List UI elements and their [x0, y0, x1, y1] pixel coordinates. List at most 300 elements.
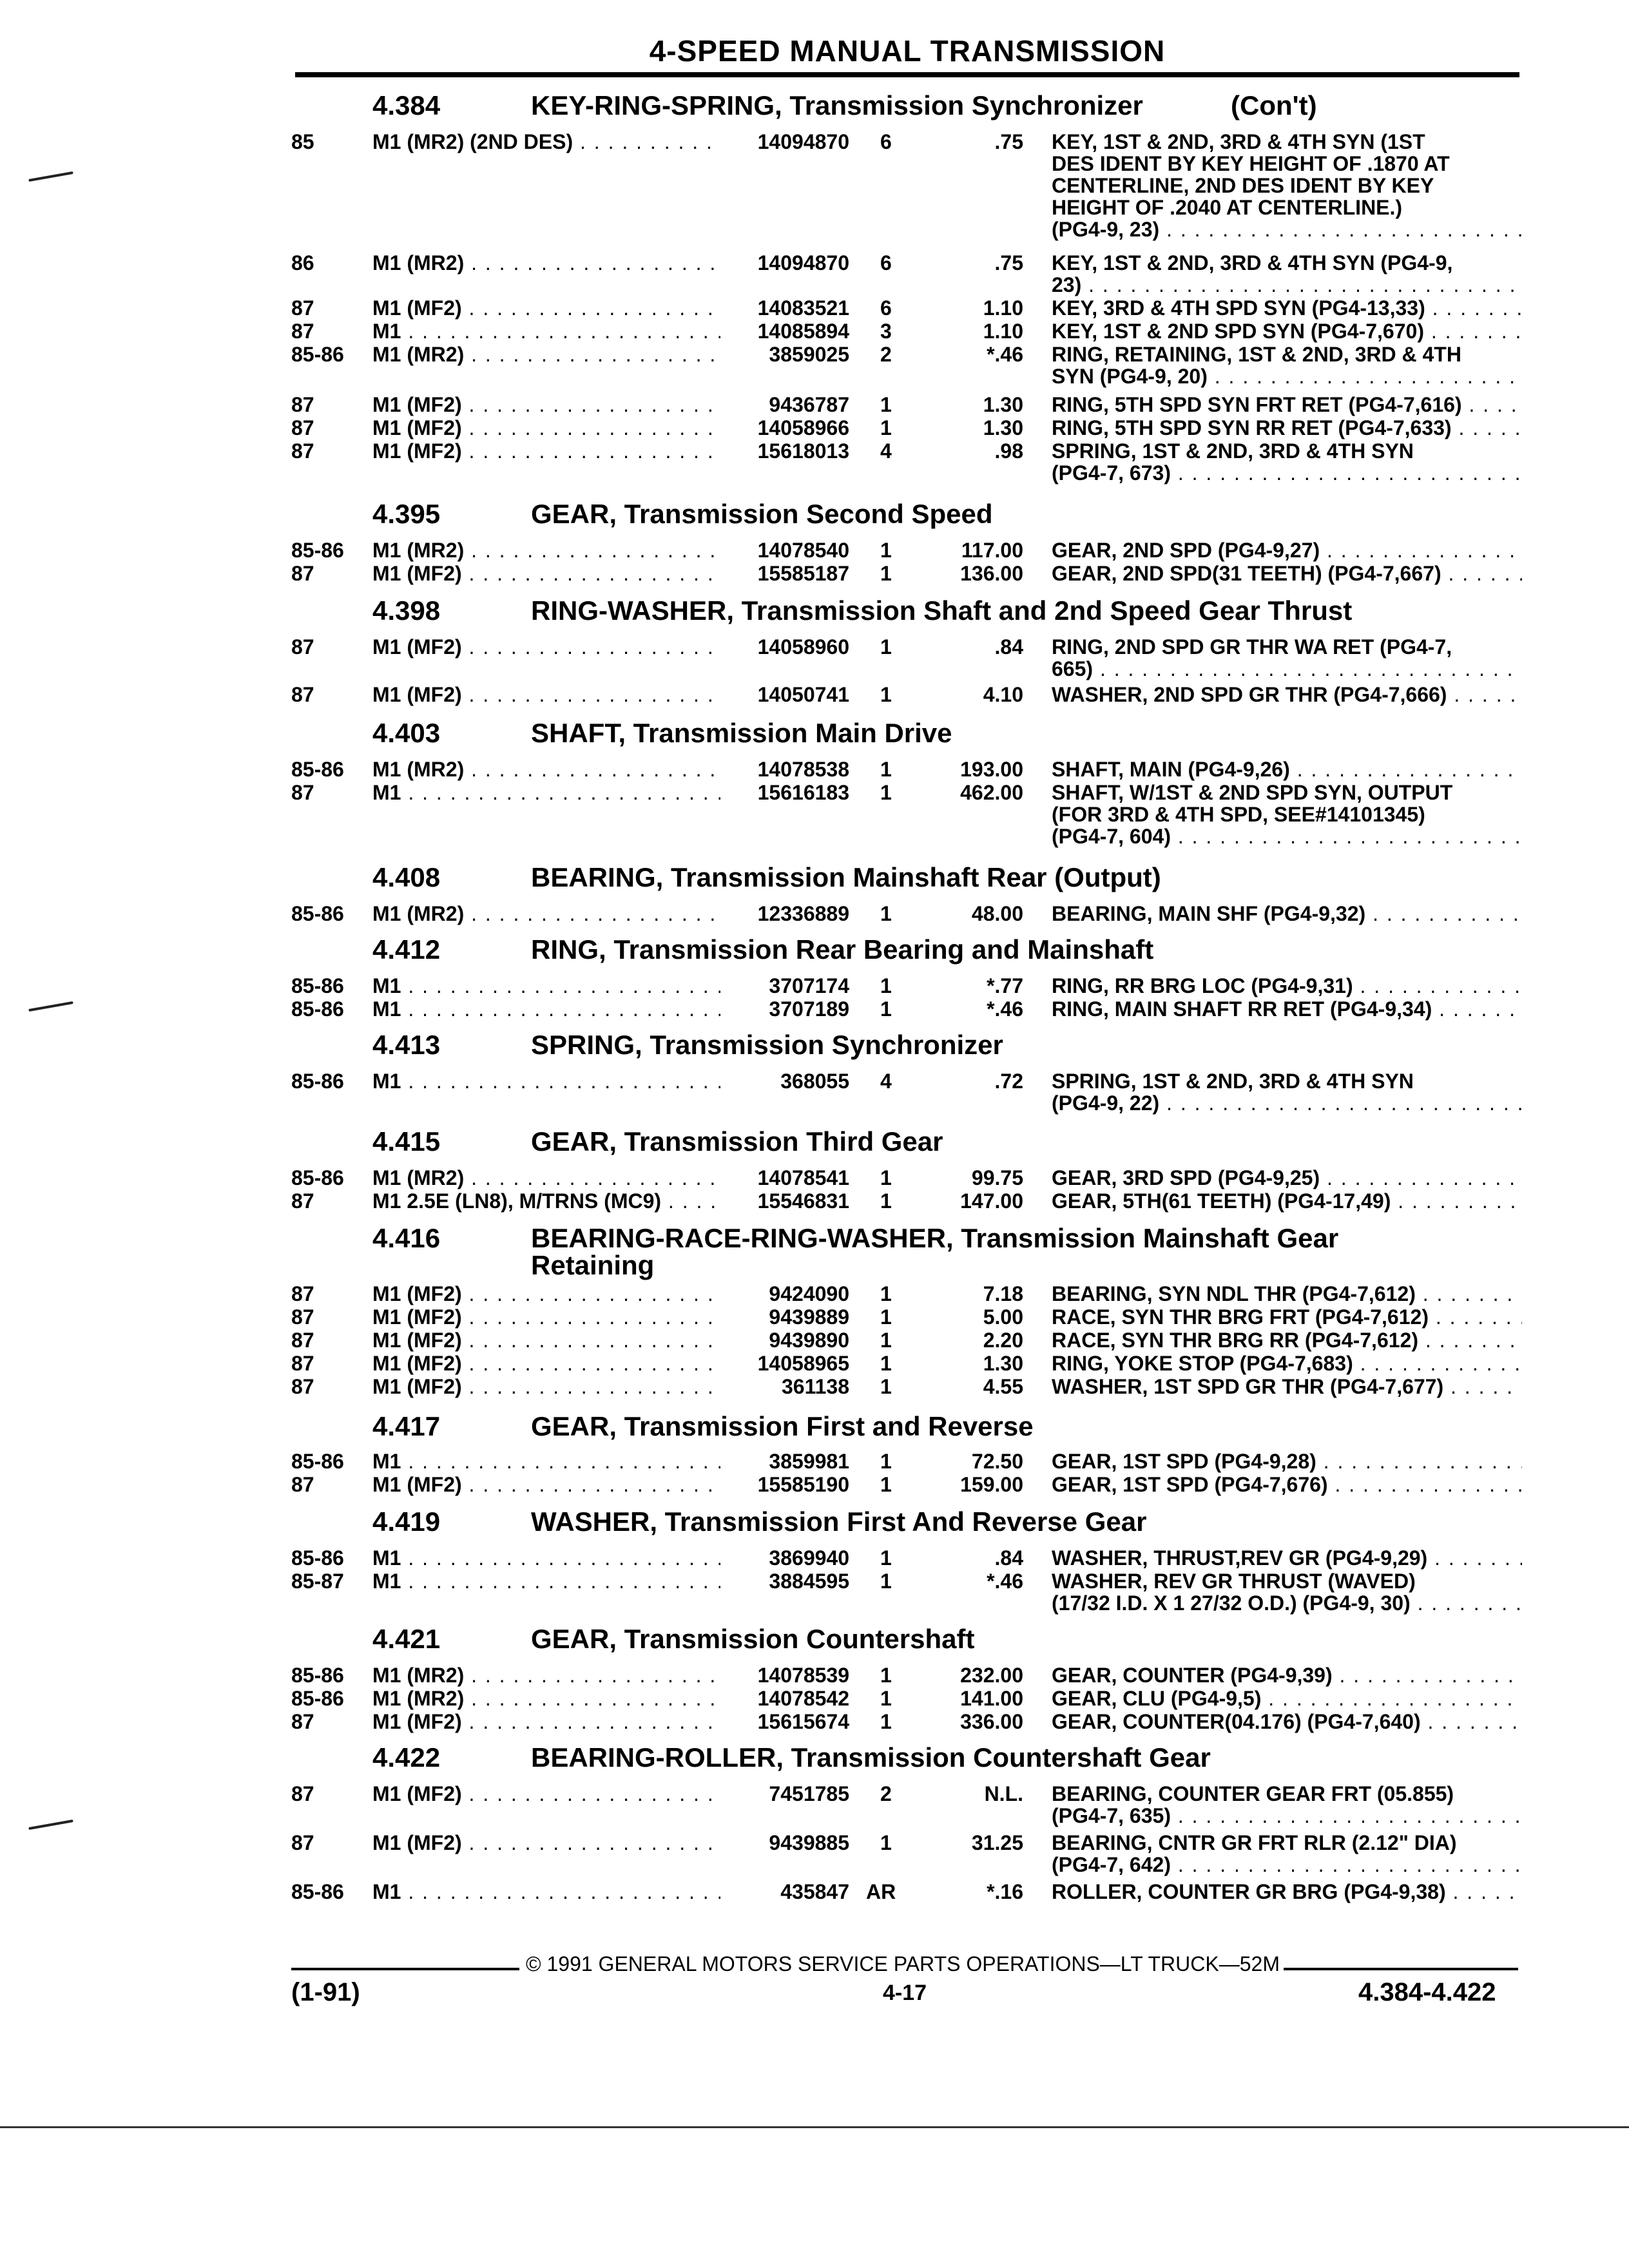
- quantity: AR: [866, 1880, 896, 1903]
- part-number: 7451785: [765, 1782, 849, 1806]
- part-row: [0, 343, 1629, 387]
- model-year: 87: [291, 320, 314, 343]
- model-code: M1 (MF2) . . .: [372, 1329, 720, 1352]
- model-year: 87: [291, 683, 314, 706]
- part-number: 15618013: [754, 439, 849, 463]
- model-year: 85-86: [291, 1664, 344, 1687]
- part-description: SHAFT, W/1ST & 2ND SPD SYN, OUTPUT: [1052, 781, 1453, 804]
- section-title: BEARING-ROLLER, Transmission Countershaft Gear: [531, 1742, 1211, 1773]
- part-description: RACE, SYN THR BRG FRT (PG4-7,612) . . .: [1052, 1305, 1522, 1329]
- part-description: SPRING, 1ST & 2ND, 3RD & 4TH SYN: [1052, 1070, 1414, 1093]
- quantity: 1: [880, 635, 892, 658]
- model-code: M1 (MR2) . . .: [372, 539, 720, 562]
- quantity: 1: [880, 1282, 892, 1305]
- part-row: [0, 1352, 1629, 1374]
- part-row: [0, 758, 1629, 780]
- part-row: [0, 683, 1629, 705]
- price: 31.25: [971, 1831, 1023, 1854]
- price: 1.10: [983, 320, 1023, 343]
- price: 136.00: [960, 562, 1023, 585]
- model-year: 85-86: [291, 997, 344, 1021]
- model-code: M1 (MF2) . . .: [372, 1473, 720, 1497]
- model-code: M1 . . .: [372, 781, 720, 805]
- copyright-notice: © 1991 GENERAL MOTORS SERVICE PARTS OPERATIONS—LT TRUCK—52M: [526, 1952, 1280, 1975]
- part-description: RING, RR BRG LOC (PG4-9,31) . . .: [1052, 974, 1522, 998]
- part-row: [0, 635, 1629, 679]
- model-year: 85-86: [291, 1450, 344, 1473]
- part-number: 15616183: [754, 781, 849, 805]
- part-number: 14094870: [754, 130, 849, 154]
- model-code: M1 (MF2) . . .: [372, 296, 720, 320]
- model-year: 87: [291, 1189, 314, 1213]
- model-code: M1 (MR2) . . .: [372, 902, 720, 926]
- model-code: M1 (MF2) . . .: [372, 1375, 720, 1399]
- model-code: M1 (MF2) . . .: [372, 416, 720, 440]
- part-description: WASHER, THRUST,REV GR (PG4-9,29) . . .: [1052, 1546, 1522, 1570]
- part-number: 15585187: [754, 562, 849, 586]
- part-number: 14058960: [754, 635, 849, 659]
- part-row: [0, 296, 1629, 318]
- model-year: 87: [291, 1375, 314, 1398]
- part-number: 14078542: [754, 1687, 849, 1711]
- model-year: 87: [291, 1831, 314, 1854]
- part-row: [0, 1880, 1629, 1902]
- quantity: 6: [880, 296, 892, 320]
- part-number: 14085894: [754, 320, 849, 343]
- part-description: 665) . . .: [1052, 657, 1522, 681]
- part-number: 14078539: [754, 1664, 849, 1687]
- part-description: RING, 5TH SPD SYN RR RET (PG4-7,633) . . .: [1052, 416, 1522, 440]
- quantity: 4: [880, 1070, 892, 1093]
- section-heading: [0, 862, 1629, 901]
- quantity: 1: [880, 1473, 892, 1496]
- part-description: RACE, SYN THR BRG RR (PG4-7,612) . . .: [1052, 1329, 1522, 1352]
- part-row: [0, 1546, 1629, 1568]
- part-number: 368055: [776, 1070, 849, 1093]
- model-year: 85-86: [291, 539, 344, 562]
- part-row: [0, 251, 1629, 295]
- part-description: (FOR 3RD & 4TH SPD, SEE#14101345): [1052, 803, 1425, 826]
- model-code: M1 (MF2) . . .: [372, 1305, 720, 1329]
- quantity: 1: [880, 1664, 892, 1687]
- price: 1.10: [983, 296, 1023, 320]
- section-heading: [0, 595, 1629, 634]
- part-description: (PG4-7, 642) . . .: [1052, 1853, 1522, 1877]
- model-year: 87: [291, 1782, 314, 1805]
- part-description: (PG4-9, 22) . . .: [1052, 1091, 1522, 1115]
- section-title: BEARING, Transmission Mainshaft Rear (Output): [531, 862, 1161, 892]
- model-code: M1 (MF2) . . .: [372, 683, 720, 707]
- part-number: 12336889: [754, 902, 849, 926]
- quantity: 1: [880, 1305, 892, 1329]
- part-number: 14078540: [754, 539, 849, 562]
- part-row: [0, 902, 1629, 924]
- quantity: 1: [880, 1375, 892, 1398]
- price: 48.00: [971, 902, 1023, 925]
- part-description: SPRING, 1ST & 2ND, 3RD & 4TH SYN: [1052, 439, 1414, 463]
- price: .75: [994, 130, 1023, 153]
- model-year: 85-86: [291, 1546, 344, 1570]
- model-code: M1 . . .: [372, 997, 720, 1021]
- section-title: GEAR, Transmission Second Speed: [531, 499, 993, 529]
- model-code: M1 2.5E (LN8), M/TRNS (MC9) . . .: [372, 1189, 720, 1213]
- model-year: 87: [291, 1305, 314, 1329]
- model-code: M1 (MF2) . . .: [372, 635, 720, 659]
- part-row: [0, 1189, 1629, 1211]
- price: 232.00: [960, 1664, 1023, 1687]
- model-code: M1 (MR2) . . .: [372, 1687, 720, 1711]
- model-year: 85-86: [291, 902, 344, 925]
- part-description: HEIGHT OF .2040 AT CENTERLINE.): [1052, 196, 1403, 219]
- part-row: [0, 1070, 1629, 1113]
- price: .84: [994, 635, 1023, 658]
- part-number: 15615674: [754, 1710, 849, 1734]
- part-description: GEAR, CLU (PG4-9,5) . . .: [1052, 1687, 1522, 1711]
- part-row: [0, 439, 1629, 483]
- part-row: [0, 562, 1629, 584]
- part-row: [0, 1473, 1629, 1495]
- part-number: 9439890: [765, 1329, 849, 1352]
- quantity: 1: [880, 1352, 892, 1375]
- model-year: 85-86: [291, 1880, 344, 1903]
- model-code: M1 (MF2) . . .: [372, 393, 720, 417]
- quantity: 1: [880, 974, 892, 997]
- model-year: 87: [291, 562, 314, 585]
- price: .72: [994, 1070, 1023, 1093]
- revision-date: (1-91): [291, 1978, 360, 2006]
- model-year: 87: [291, 393, 314, 416]
- quantity: 1: [880, 1329, 892, 1352]
- quantity: 2: [880, 343, 892, 366]
- model-code: M1 (MR2) . . .: [372, 1664, 720, 1687]
- part-description: (PG4-9, 23) . . .: [1052, 218, 1522, 242]
- section-heading: [0, 1742, 1629, 1781]
- part-number: 9439885: [765, 1831, 849, 1855]
- part-description: CENTERLINE, 2ND DES IDENT BY KEY: [1052, 174, 1434, 197]
- page-number: 4-17: [883, 1981, 927, 2005]
- part-number: 14094870: [754, 251, 849, 275]
- quantity: 6: [880, 130, 892, 153]
- part-description: GEAR, 1ST SPD (PG4-7,676) . . .: [1052, 1473, 1522, 1497]
- model-code: M1 (MR2) (2ND DES) . . .: [372, 130, 720, 154]
- section-number: 4.416: [372, 1223, 441, 1253]
- quantity: 6: [880, 251, 892, 274]
- part-row: [0, 1166, 1629, 1188]
- model-year: 87: [291, 1473, 314, 1496]
- section-heading: [0, 934, 1629, 973]
- section-title-continued: Retaining: [531, 1250, 655, 1280]
- price: 159.00: [960, 1473, 1023, 1496]
- section-heading: [0, 499, 1629, 537]
- price: 117.00: [961, 539, 1023, 562]
- price: 72.50: [971, 1450, 1023, 1473]
- model-year: 87: [291, 439, 314, 463]
- price: 336.00: [960, 1710, 1023, 1733]
- part-description: (PG4-7, 604) . . .: [1052, 825, 1522, 849]
- part-row: [0, 1664, 1629, 1686]
- section-heading: [0, 1223, 1629, 1280]
- model-year: 87: [291, 781, 314, 804]
- part-description: (PG4-7, 635) . . .: [1052, 1804, 1522, 1828]
- section-heading: [0, 718, 1629, 756]
- model-code: M1 (MR2) . . .: [372, 343, 720, 367]
- part-description: KEY, 3RD & 4TH SPD SYN (PG4-13,33) . . .: [1052, 296, 1522, 320]
- model-year: 87: [291, 296, 314, 320]
- part-description: RING, 5TH SPD SYN FRT RET (PG4-7,616) . . .: [1052, 393, 1522, 417]
- price: .75: [994, 251, 1023, 274]
- model-year: 85-86: [291, 1687, 344, 1710]
- price: 1.30: [983, 393, 1023, 416]
- part-number: 3707189: [765, 997, 849, 1021]
- part-description: (PG4-7, 673) . . .: [1052, 461, 1522, 485]
- part-description: WASHER, 1ST SPD GR THR (PG4-7,677) . . .: [1052, 1375, 1522, 1399]
- model-code: M1 (MR2) . . .: [372, 1166, 720, 1190]
- model-code: M1 (MF2) . . .: [372, 439, 720, 463]
- part-row: [0, 130, 1629, 240]
- model-year: 85-86: [291, 758, 344, 781]
- quantity: 1: [880, 758, 892, 781]
- part-description: (17/32 I.D. X 1 27/32 O.D.) (PG4-9, 30) . . .: [1052, 1591, 1522, 1615]
- model-code: M1 (MR2) . . .: [372, 758, 720, 782]
- model-code: M1 . . .: [372, 320, 720, 343]
- part-number: 3859025: [765, 343, 849, 367]
- price: *.46: [987, 343, 1023, 366]
- part-row: [0, 781, 1629, 847]
- quantity: 4: [880, 439, 892, 463]
- part-description: GEAR, 3RD SPD (PG4-9,25) . . .: [1052, 1166, 1522, 1190]
- part-description: RING, 2ND SPD GR THR WA RET (PG4-7,: [1052, 635, 1452, 658]
- price: *.46: [987, 997, 1023, 1021]
- part-description: GEAR, 1ST SPD (PG4-9,28) . . .: [1052, 1450, 1522, 1474]
- model-code: M1 . . .: [372, 974, 720, 998]
- part-description: BEARING, SYN NDL THR (PG4-7,612) . . .: [1052, 1282, 1522, 1306]
- price: .84: [994, 1546, 1023, 1570]
- model-year: 87: [291, 1710, 314, 1733]
- page-title: 4-SPEED MANUAL TRANSMISSION: [649, 34, 1166, 68]
- model-year: 85-86: [291, 974, 344, 997]
- part-description: 23) . . .: [1052, 273, 1522, 297]
- part-number: 14078538: [754, 758, 849, 782]
- part-description: SYN (PG4-9, 20) . . .: [1052, 365, 1522, 389]
- part-row: [0, 997, 1629, 1019]
- quantity: 2: [880, 1782, 892, 1805]
- section-title: WASHER, Transmission First And Reverse Gear: [531, 1506, 1147, 1537]
- model-year: 87: [291, 1352, 314, 1375]
- model-year: 87: [291, 1329, 314, 1352]
- model-code: M1 (MF2) . . .: [372, 1782, 720, 1806]
- model-code: M1 . . .: [372, 1450, 720, 1474]
- part-row: [0, 1687, 1629, 1709]
- section-number: 4.415: [372, 1126, 441, 1157]
- part-description: RING, YOKE STOP (PG4-7,683) . . .: [1052, 1352, 1522, 1376]
- price: 99.75: [971, 1166, 1023, 1189]
- section-heading: [0, 1624, 1629, 1662]
- price: *.16: [987, 1880, 1023, 1903]
- part-description: GEAR, COUNTER (PG4-9,39) . . .: [1052, 1664, 1522, 1687]
- part-row: [0, 1282, 1629, 1304]
- model-code: M1 (MF2) . . .: [372, 1282, 720, 1306]
- price: 141.00: [960, 1687, 1023, 1710]
- part-number: 9439889: [765, 1305, 849, 1329]
- model-year: 85-86: [291, 343, 344, 366]
- price: *.77: [987, 974, 1023, 997]
- model-year: 87: [291, 1282, 314, 1305]
- model-code: M1 . . .: [372, 1070, 720, 1093]
- part-row: [0, 1450, 1629, 1472]
- part-description: ROLLER, COUNTER GR BRG (PG4-9,38) . . .: [1052, 1880, 1522, 1904]
- price: 147.00: [960, 1189, 1023, 1213]
- section-number: 4.384: [372, 90, 441, 120]
- part-description: SHAFT, MAIN (PG4-9,26) . . .: [1052, 758, 1522, 782]
- quantity: 1: [880, 781, 892, 804]
- part-number: 3859981: [765, 1450, 849, 1474]
- section-heading: [0, 1126, 1629, 1165]
- quantity: 1: [880, 393, 892, 416]
- part-row: [0, 1782, 1629, 1826]
- price: 1.30: [983, 1352, 1023, 1375]
- part-row: [0, 416, 1629, 438]
- model-code: M1 . . .: [372, 1546, 720, 1570]
- part-description: RING, RETAINING, 1ST & 2ND, 3RD & 4TH: [1052, 343, 1461, 366]
- footer-rule-left: [291, 1968, 519, 1970]
- quantity: 1: [880, 1166, 892, 1189]
- part-number: 15585190: [754, 1473, 849, 1497]
- part-description: KEY, 1ST & 2ND, 3RD & 4TH SYN (PG4-9,: [1052, 251, 1453, 274]
- part-number: 361138: [778, 1375, 849, 1399]
- quantity: 1: [880, 1831, 892, 1854]
- price: 462.00: [960, 781, 1023, 804]
- section-number: 4.395: [372, 499, 441, 529]
- part-description: GEAR, 5TH(61 TEETH) (PG4-17,49) . . .: [1052, 1189, 1522, 1213]
- part-description: GEAR, 2ND SPD(31 TEETH) (PG4-7,667) . . .: [1052, 562, 1522, 586]
- section-title: KEY-RING-SPRING, Transmission Synchronizer: [531, 90, 1143, 120]
- price: 4.55: [983, 1375, 1023, 1398]
- section-range: 4.384-4.422: [1358, 1978, 1496, 2006]
- quantity: 1: [880, 1450, 892, 1473]
- quantity: 1: [880, 1570, 892, 1593]
- quantity: 1: [880, 539, 892, 562]
- part-number: 15546831: [754, 1189, 849, 1213]
- section-heading: [0, 1411, 1629, 1450]
- model-code: M1 (MF2) . . .: [372, 1710, 720, 1734]
- quantity: 1: [880, 683, 892, 706]
- price: .98: [994, 439, 1023, 463]
- section-title: RING, Transmission Rear Bearing and Mainshaft: [531, 934, 1154, 965]
- quantity: 1: [880, 1710, 892, 1733]
- section-number: 4.412: [372, 934, 441, 965]
- model-code: M1 (MF2) . . .: [372, 1831, 720, 1855]
- section-title: SPRING, Transmission Synchronizer: [531, 1030, 1003, 1060]
- model-code: M1 . . .: [372, 1880, 720, 1904]
- part-description: KEY, 1ST & 2ND SPD SYN (PG4-7,670) . . .: [1052, 320, 1522, 343]
- part-number: 9436787: [765, 393, 849, 417]
- part-row: [0, 539, 1629, 561]
- model-code: M1 . . .: [372, 1570, 720, 1593]
- part-row: [0, 1570, 1629, 1613]
- quantity: 1: [880, 997, 892, 1021]
- section-number: 4.419: [372, 1506, 441, 1537]
- part-description: BEARING, MAIN SHF (PG4-9,32) . . .: [1052, 902, 1522, 926]
- quantity: 1: [880, 1687, 892, 1710]
- model-code: M1 (MR2) . . .: [372, 251, 720, 275]
- price: *.46: [987, 1570, 1023, 1593]
- price: 5.00: [983, 1305, 1023, 1329]
- part-row: [0, 320, 1629, 341]
- section-heading: [0, 90, 1629, 129]
- part-description: KEY, 1ST & 2ND, 3RD & 4TH SYN (1ST: [1052, 130, 1425, 153]
- section-title: BEARING-RACE-RING-WASHER, Transmission Mainshaft Gear: [531, 1223, 1339, 1253]
- section-number: 4.403: [372, 718, 441, 748]
- part-number: 14083521: [754, 296, 849, 320]
- price: 193.00: [960, 758, 1023, 781]
- model-year: 85-87: [291, 1570, 344, 1593]
- section-title: GEAR, Transmission First and Reverse: [531, 1411, 1034, 1441]
- model-code: M1 (MF2) . . .: [372, 1352, 720, 1376]
- part-row: [0, 393, 1629, 415]
- price: 1.30: [983, 416, 1023, 439]
- section-title: SHAFT, Transmission Main Drive: [531, 718, 952, 748]
- price: 7.18: [983, 1282, 1023, 1305]
- part-number: 435847: [776, 1880, 849, 1904]
- price: N.L.: [984, 1782, 1023, 1805]
- section-heading: [0, 1506, 1629, 1545]
- part-row: [0, 1329, 1629, 1350]
- section-number: 4.421: [372, 1624, 441, 1654]
- section-number: 4.408: [372, 862, 441, 892]
- section-title: GEAR, Transmission Countershaft: [531, 1624, 975, 1654]
- price: 2.20: [983, 1329, 1023, 1352]
- part-row: [0, 1710, 1629, 1732]
- part-number: 9424090: [765, 1282, 849, 1306]
- section-number: 4.422: [372, 1742, 441, 1773]
- section-heading: [0, 1030, 1629, 1068]
- part-description: RING, MAIN SHAFT RR RET (PG4-9,34) . . .: [1052, 997, 1522, 1021]
- part-number: 3884595: [765, 1570, 849, 1593]
- part-number: 14078541: [754, 1166, 849, 1190]
- model-year: 85-86: [291, 1070, 344, 1093]
- part-description: DES IDENT BY KEY HEIGHT OF .1870 AT: [1052, 152, 1450, 175]
- part-description: GEAR, 2ND SPD (PG4-9,27) . . .: [1052, 539, 1522, 562]
- quantity: 1: [880, 1189, 892, 1213]
- model-year: 87: [291, 635, 314, 658]
- model-year: 85: [291, 130, 314, 153]
- part-description: GEAR, COUNTER(04.176) (PG4-7,640) . . .: [1052, 1710, 1522, 1734]
- part-row: [0, 1375, 1629, 1397]
- quantity: 1: [880, 562, 892, 585]
- model-year: 87: [291, 416, 314, 439]
- section-title: RING-WASHER, Transmission Shaft and 2nd Speed Gear Thrust: [531, 595, 1353, 626]
- quantity: 1: [880, 1546, 892, 1570]
- part-description: WASHER, REV GR THRUST (WAVED): [1052, 1570, 1416, 1593]
- quantity: 1: [880, 416, 892, 439]
- part-description: BEARING, CNTR GR FRT RLR (2.12" DIA): [1052, 1831, 1457, 1854]
- footer-rule-right: [1284, 1968, 1518, 1970]
- section-number: 4.413: [372, 1030, 441, 1060]
- quantity: 1: [880, 902, 892, 925]
- part-number: 14058966: [754, 416, 849, 440]
- continued-label: (Con't): [1231, 90, 1317, 120]
- header-rule: [295, 72, 1519, 77]
- section-number: 4.398: [372, 595, 441, 626]
- model-code: M1 (MF2) . . .: [372, 562, 720, 586]
- model-year: 86: [291, 251, 314, 274]
- model-year: 85-86: [291, 1166, 344, 1189]
- section-title: GEAR, Transmission Third Gear: [531, 1126, 943, 1157]
- part-number: 3869940: [765, 1546, 849, 1570]
- section-number: 4.417: [372, 1411, 441, 1441]
- scan-edge-line: [0, 2126, 1629, 2128]
- part-number: 14050741: [754, 683, 849, 707]
